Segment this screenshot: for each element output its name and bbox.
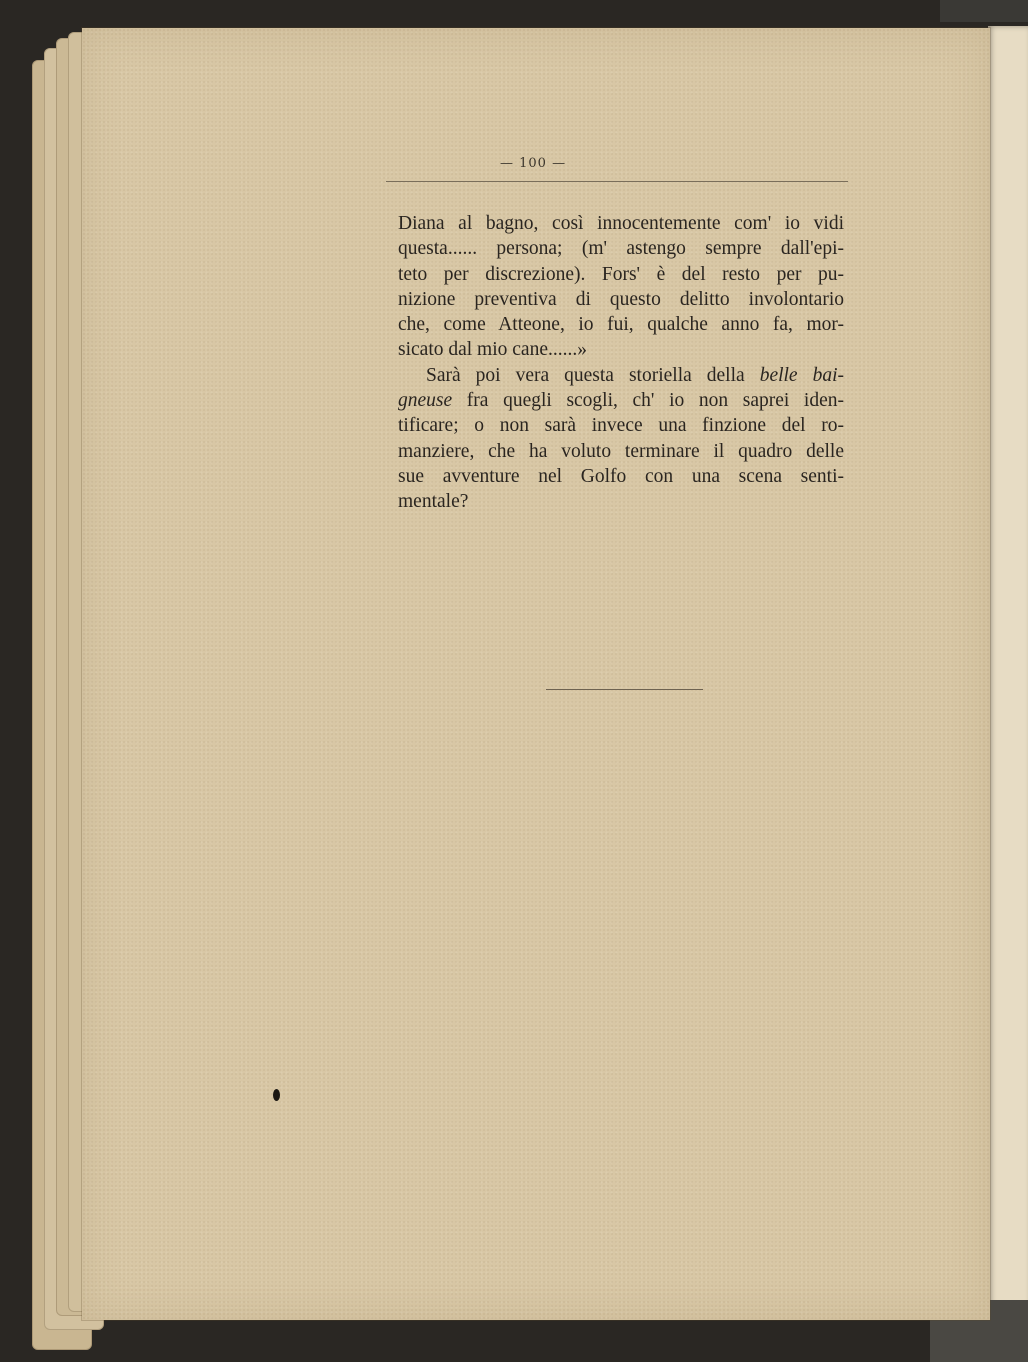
- text-line: manziere, che ha voluto terminare il quadro delle: [398, 440, 844, 462]
- end-rule: [546, 689, 703, 690]
- text-line: nizione preventiva di questo delitto involontario: [398, 288, 844, 310]
- text-line: che, come Atteone, io fui, qualche anno fa, mor-: [398, 314, 844, 336]
- body-text: [398, 211, 844, 515]
- text-line: mentale?: [398, 491, 469, 513]
- text-line: sicato dal mio cane......»: [398, 339, 587, 361]
- header-rule: [386, 181, 848, 182]
- binding-top-strip: [940, 0, 1028, 22]
- next-page-sliver: [988, 26, 1028, 1326]
- text-line: sue avventure nel Golfo con una scena senti-: [398, 465, 844, 487]
- text-span: Sarà poi vera questa storiella della: [426, 364, 745, 386]
- italic-phrase: belle bai-: [759, 364, 844, 386]
- ink-spot: [273, 1089, 280, 1101]
- text-line: questa...... persona; (m' astengo sempre dall'epi-: [398, 238, 844, 260]
- italic-phrase: gneuse: [398, 390, 453, 412]
- text-line: teto per discrezione). Fors' è del resto per pu-: [398, 263, 844, 285]
- text-span: fra quegli scogli, ch' io non saprei iden-: [466, 390, 844, 412]
- text-line: tificare; o non sarà invece una finzione del ro-: [398, 415, 844, 437]
- page-number: — 100 —: [500, 156, 567, 171]
- text-line: Diana al bagno, così innocentemente com' io vidi: [398, 213, 844, 234]
- text-line: [398, 388, 844, 413]
- text-line: [398, 363, 844, 388]
